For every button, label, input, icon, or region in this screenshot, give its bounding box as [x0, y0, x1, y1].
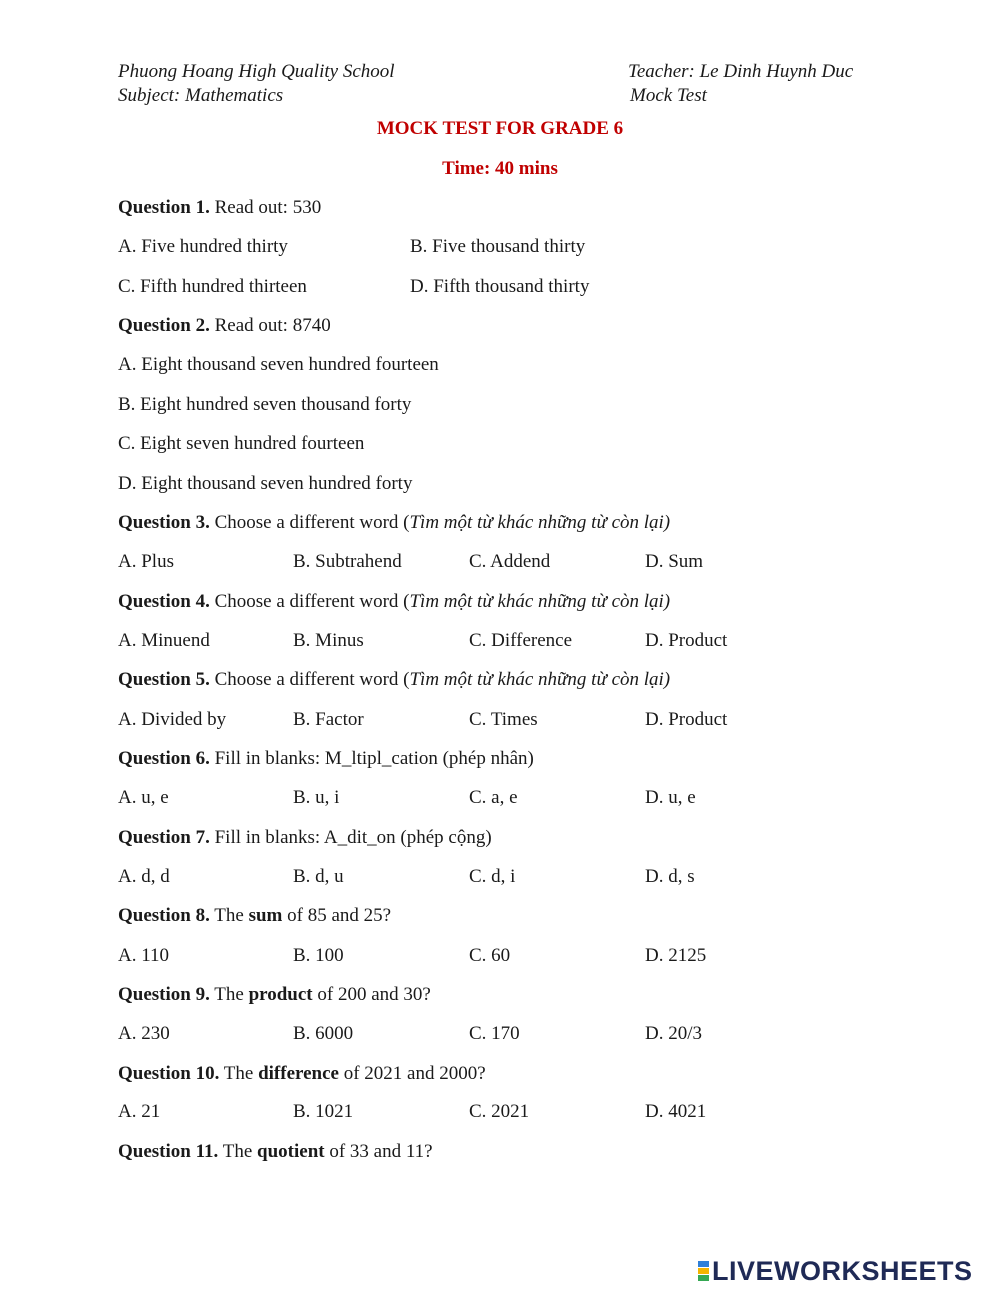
q10-option-a[interactable]: A. 21 [118, 1101, 161, 1122]
q3-option-b[interactable]: B. Subtrahend [293, 551, 402, 572]
q9-option-c[interactable]: C. 170 [469, 1023, 520, 1044]
q4-option-a[interactable]: A. Minuend [118, 630, 210, 651]
q1-option-c[interactable]: C. Fifth hundred thirteen [118, 276, 307, 297]
q5-option-d[interactable]: D. Product [645, 709, 728, 730]
q6-option-c[interactable]: C. a, e [469, 787, 518, 808]
q2-option-d[interactable]: D. Eight thousand seven hundred forty [118, 473, 413, 494]
question-9: Question 9. The product of 200 and 30? [118, 984, 431, 1005]
q1-option-b[interactable]: B. Five thousand thirty [410, 236, 586, 257]
q8-option-d[interactable]: D. 2125 [645, 945, 707, 966]
question-8: Question 8. The sum of 85 and 25? [118, 905, 392, 926]
question-7: Question 7. Fill in blanks: A_dit_on (phép cộng) [118, 827, 492, 848]
time-limit: Time: 40 mins [442, 158, 558, 179]
q2-option-c[interactable]: C. Eight seven hundred fourteen [118, 433, 365, 454]
q3-option-a[interactable]: A. Plus [118, 551, 174, 572]
q5-option-b[interactable]: B. Factor [293, 709, 364, 730]
q1-option-d[interactable]: D. Fifth thousand thirty [410, 276, 590, 297]
q5-option-a[interactable]: A. Divided by [118, 709, 227, 730]
q2-option-b[interactable]: B. Eight hundred seven thousand forty [118, 394, 412, 415]
brand-name: LIVEWORKSHEETS [712, 1255, 973, 1286]
logo-block-blue [698, 1261, 709, 1267]
q8-option-b[interactable]: B. 100 [293, 945, 344, 966]
liveworksheets-brand[interactable] [698, 1255, 973, 1286]
question-1: Question 1. Read out: 530 [118, 197, 322, 218]
q3-option-c[interactable]: C. Addend [469, 551, 551, 572]
q5-option-c[interactable]: C. Times [469, 709, 538, 730]
logo-block-green [698, 1275, 709, 1281]
q9-option-a[interactable]: A. 230 [118, 1023, 170, 1044]
question-6: Question 6. Fill in blanks: M_ltipl_cation (phép nhân) [118, 748, 534, 769]
q1-option-a[interactable]: A. Five hundred thirty [118, 236, 288, 257]
q9-option-d[interactable]: D. 20/3 [645, 1023, 702, 1044]
q8-option-a[interactable]: A. 110 [118, 945, 170, 966]
q3-option-d[interactable]: D. Sum [645, 551, 704, 572]
liveworksheets-logo-icon [698, 1261, 709, 1282]
q4-option-d[interactable]: D. Product [645, 630, 728, 651]
q10-option-b[interactable]: B. 1021 [293, 1101, 354, 1122]
question-2: Question 2. Read out: 8740 [118, 315, 331, 336]
q10-option-d[interactable]: D. 4021 [645, 1101, 707, 1122]
q8-option-c[interactable]: C. 60 [469, 945, 511, 966]
q7-option-a[interactable]: A. d, d [118, 866, 170, 887]
logo-block-yellow [698, 1268, 709, 1274]
question-11: Question 11. The quotient of 33 and 11? [118, 1141, 433, 1162]
q4-option-c[interactable]: C. Difference [469, 630, 573, 651]
question-3: Question 3. Choose a different word (Tìm một từ khác những từ còn lại) [118, 512, 671, 533]
q7-option-b[interactable]: B. d, u [293, 866, 344, 887]
question-4: Question 4. Choose a different word (Tìm một từ khác những từ còn lại) [118, 591, 671, 612]
q9-option-b[interactable]: B. 6000 [293, 1023, 354, 1044]
school-name: Phuong Hoang High Quality School [118, 61, 395, 82]
q6-option-d[interactable]: D. u, e [645, 787, 696, 808]
q2-option-a[interactable]: A. Eight thousand seven hundred fourteen [118, 354, 439, 375]
subject-label: Subject: Mathematics [118, 85, 284, 106]
question-5: Question 5. Choose a different word (Tìm một từ khác những từ còn lại) [118, 669, 671, 690]
test-type: Mock Test [630, 85, 707, 106]
q7-option-d[interactable]: D. d, s [645, 866, 695, 887]
q6-option-b[interactable]: B. u, i [293, 787, 340, 808]
q6-option-a[interactable]: A. u, e [118, 787, 169, 808]
q10-option-c[interactable]: C. 2021 [469, 1101, 530, 1122]
question-10: Question 10. The difference of 2021 and 2000? [118, 1063, 486, 1084]
teacher-name: Teacher: Le Dinh Huynh Duc [628, 61, 854, 82]
q7-option-c[interactable]: C. d, i [469, 866, 516, 887]
q4-option-b[interactable]: B. Minus [293, 630, 364, 651]
page-title: MOCK TEST FOR GRADE 6 [376, 118, 624, 139]
